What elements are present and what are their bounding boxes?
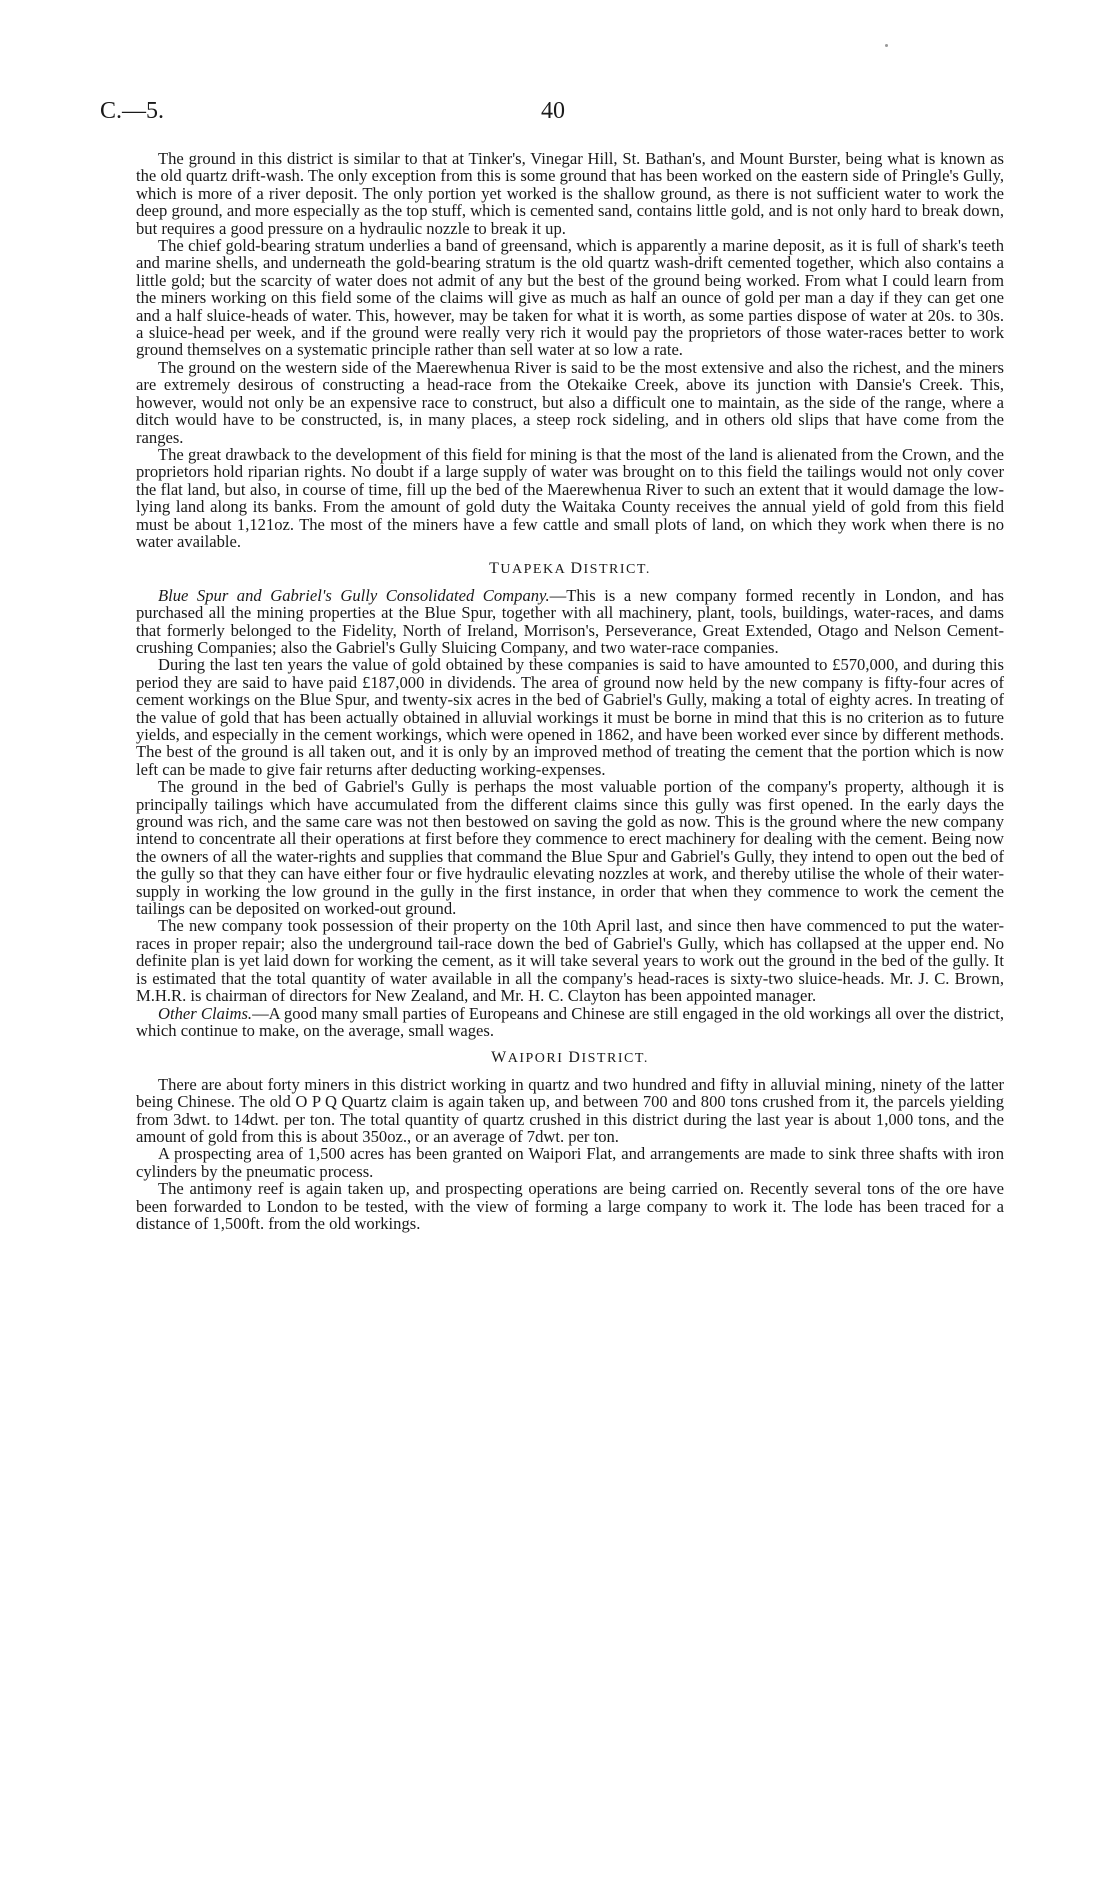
other-claims-label: Other Claims. bbox=[158, 1003, 253, 1023]
page-number: 40 bbox=[541, 98, 565, 124]
section-heading-tuapeka: TUAPEKA DISTRICT. bbox=[489, 560, 651, 578]
paragraph: The ground in this district is similar to that at Tinker's, Vinegar Hill, St. Bathan's, and Mount Burster, being what is known as the old quartz drift-wash. The only exception from this is some ground that has been worked on the eastern side of Pringle's Gully, which is more of a river deposit. The only portion yet worked is the shallow ground, as there is not sufficient water to work the deep ground, and more especially as the top stuff, which is cemented sand, contains little gold, and is not only hard to break down, but requires a good pressure on a hydraulic nozzle to break it up. bbox=[136, 149, 1004, 238]
paragraph-company: Blue Spur and Gabriel's Gully Consolidated Company.—This is a new company formed recently in London, and has purchased all the mining properties at the Blue Spur, together with all machinery, plant, tools, buildings, water-races, and dams that formerly belonged to the Fidelity, North of Ireland, Morrison's, Perseverance, Great Extended, Otago and Nelson Cement-crushing Companies; also the Gabriel's Gully Sluicing Company, and two water-race companies. bbox=[136, 585, 1005, 657]
paragraph-other-claims: Other Claims.—A good many small parties of Europeans and Chinese are still engaged in the old workings all over the district, which continue to make, on the average, small wages. bbox=[136, 1003, 1004, 1040]
paragraph: The great drawback to the development of this field for mining is that the most of the land is alienated from the Crown, and the proprietors hold riparian rights. No doubt if a large supply of water was brought on to this field the tailings would not only cover the flat land, but also, in course of time, fill up the bed of the Maerewhenua River to such an extent that it would damage the low-lying land along its banks. From the amount of gold duty the Waitaka County receives the annual yield of gold from this field must be about 1,121oz. The most of the miners have a few cattle and small plots of land, on which they work when there is no water available. bbox=[136, 444, 1004, 551]
paragraph: The ground on the western side of the Maerewhenua River is said to be the most extensive and also the richest, and the miners are extremely desirous of constructing a head-race from the Otekaike Creek, above its junction with Dansie's Creek. This, however, would not only be an expensive race to construct, but also a difficult one to maintain, as the side of the range, where a ditch would have to be constructed, is, in many places, a steep rock sideling, and in others old slips that have come from the ranges. bbox=[136, 357, 1004, 447]
paragraph: There are about forty miners in this district working in quartz and two hundred and fifty in alluvial mining, ninety of the latter being Chinese. The old O P Q Quartz claim is again taken up, and between 700 and 800 tons crushed from it, the parcels yielding from 3dwt. to 14dwt. per ton. The total quantity of quartz crushed in this district during the last year is about 1,000 tons, and the amount of gold from this is about 350oz., or an average of 7dwt. per ton. bbox=[136, 1074, 1004, 1146]
section-heading-waipori: WAIPORI DISTRICT. bbox=[491, 1049, 649, 1067]
paragraph: The ground in the bed of Gabriel's Gully is perhaps the most valuable portion of the company's property, although it is principally tailings which have accumulated from the different claims since this gully was first opened. In the early days the ground was rich, and the same care was not then bestowed on saving the gold as now. This is the ground where the new company intend to concentrate all their operations at first before they commence to erect machinery for dealing with the cement. Being now the owners of all the water-rights and supplies that command the Blue Spur and Gabriel's Gully, they intend to open out the bed of the gully so that they can have either four or five hydraulic elevating nozzles at work, and thereby utilise the whole of their water-supply in working the low ground in the gully in the first instance, in order that when they commence to work the cement the tailings can be deposited on worked-out ground. bbox=[136, 777, 1004, 919]
paragraph: A prospecting area of 1,500 acres has been granted on Waipori Flat, and arrangements are made to sink three shafts with iron cylinders by the pneumatic process. bbox=[136, 1144, 1004, 1181]
paragraph: The antimony reef is again taken up, and prospecting operations are being carried on. Recently several tons of the ore have been forwarded to London to be tested, with the view of forming a large company to work it. The lode has been traced for a distance of 1,500ft. from the old workings. bbox=[136, 1179, 1004, 1233]
page-header bbox=[100, 98, 1006, 128]
article-body bbox=[136, 150, 1004, 1232]
paragraph: During the last ten years the value of gold obtained by these companies is said to have amounted to £570,000, and during this period they are said to have paid £187,000 in dividends. The area of ground now held by the new company is fifty-four acres of cement workings on the Blue Spur, and twenty-six acres in the bed of Gabriel's Gully, making a total of eighty acres. In treating of the value of gold that has been actually obtained in alluvial workings it must be borne in mind that this is no criterion as to future yields, and especially in the cement workings, which were opened in 1862, and have been worked ever since by different methods. The best of the ground is all taken out, and it is only by an improved method of treating the cement that the portion which is now left can be made to give fair returns after deducting working-expenses. bbox=[136, 655, 1004, 779]
document-code: C.—5. bbox=[100, 98, 165, 124]
scan-speck bbox=[885, 44, 888, 47]
company-name: Blue Spur and Gabriel's Gully Consolidated Company. bbox=[158, 585, 550, 605]
paragraph: The new company took possession of their property on the 10th April last, and since then have commenced to put the water-races in proper repair; also the underground tail-race down the bed of Gabriel's Gully, which has collapsed at the upper end. No definite plan is yet laid down for working the cement, as it will take several years to work out the ground in the bed of the gully. It is estimated that the total quantity of water available in all the company's head-races is sixty-two sluice-heads. Mr. J. C. Brown, M.H.R. is chairman of directors for New Zealand, and Mr. H. C. Clayton has been appointed manager. bbox=[136, 916, 1004, 1006]
paragraph: The chief gold-bearing stratum underlies a band of greensand, which is apparently a marine deposit, as it is full of shark's teeth and marine shells, and underneath the gold-bearing stratum is the old quartz wash-drift cemented together, which also contains a little gold; but the scarcity of water does not admit of any but the best of the ground being worked. From what I could learn from the miners working on this field some of the claims will give as much as half an ounce of gold per man a day if they can get one and a half sluice-heads of water. This, however, may be taken for what it is worth, as some parties dispose of water at 20s. to 30s. a sluice-head per week, and if the ground were really very rich it would pay the proprietors of those water-races better to work ground themselves on a systematic principle rather than sell water at so low a rate. bbox=[136, 236, 1004, 360]
